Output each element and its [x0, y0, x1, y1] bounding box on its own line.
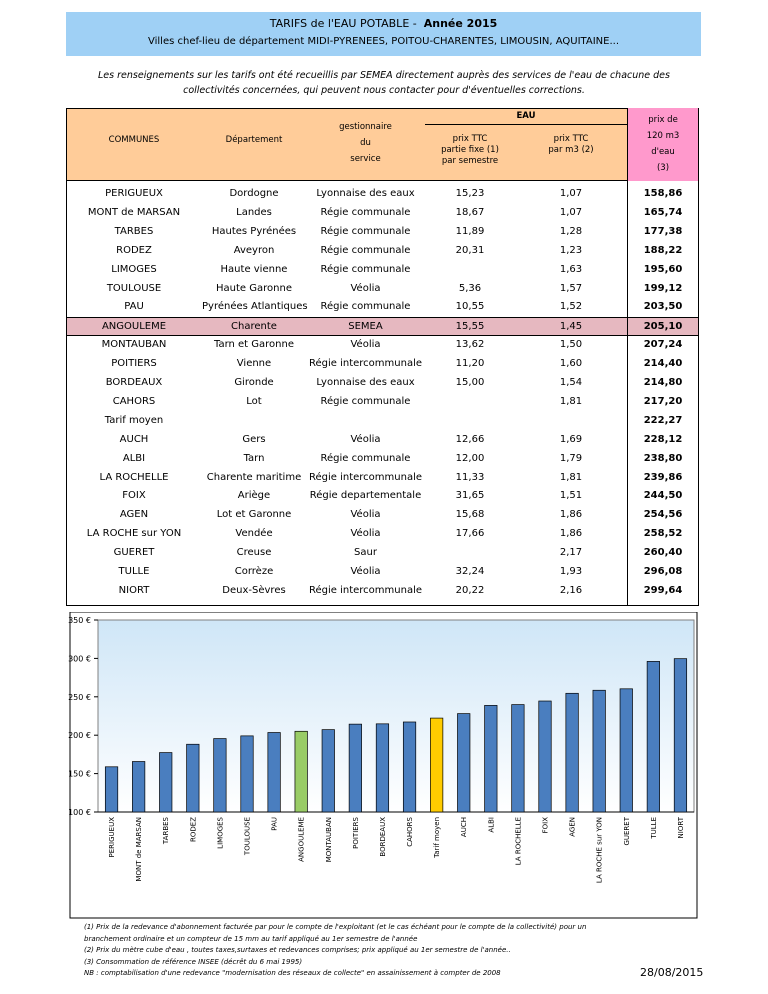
cell-commune: POITIERS: [111, 358, 157, 370]
cell-gest: Véolia: [350, 509, 381, 521]
cell-gest: Véolia: [350, 528, 381, 540]
intro-text: Les renseignements sur les tarifs ont été recueillis par SEMEA directement auprès des services de l'eau de chacune des collectivités concernées, qui peuvent nous contacter pour d'éventuelles corrections.: [98, 70, 670, 96]
cell-commune: LIMOGES: [111, 263, 157, 275]
cell-fixe: 11,20: [455, 358, 485, 370]
document-subtitle: Villes chef-lieu de département MIDI-PYRENEES, POITOU-CHARENTES, LIMOUSIN, AQUITAINE...: [147, 36, 620, 47]
x-tick-label: POITIERS: [351, 817, 360, 849]
cell-dept: Tarn: [243, 452, 265, 464]
bar: [403, 722, 415, 812]
footnote: NB : comptabilisation d'une redevance "modernisation des réseaux de collecte" en assainissement à compter de 2008: [84, 969, 501, 977]
table-row: [66, 506, 699, 525]
table-row: [66, 469, 699, 488]
cell-commune: ANGOULEME: [101, 321, 167, 333]
cell-m3: 1,57: [559, 282, 583, 294]
table-row: [66, 393, 699, 412]
cell-prix: 254,56: [643, 509, 683, 521]
x-tick-label: MONTAUBAN: [324, 817, 333, 863]
cell-commune: RODEZ: [116, 244, 152, 256]
x-tick-label: TULLE: [649, 817, 658, 839]
cell-fixe: 20,22: [455, 584, 485, 596]
cell-prix: 244,50: [643, 490, 683, 502]
x-tick-label: ANGOULEME: [297, 817, 306, 862]
cell-prix: 199,12: [643, 282, 683, 294]
bar: [159, 753, 171, 812]
bar: [187, 744, 199, 812]
table-row: [66, 298, 699, 317]
cell-m3: 1,81: [559, 395, 583, 407]
bar: [457, 714, 469, 812]
cell-dept: Gers: [242, 433, 266, 445]
bar: [485, 705, 497, 812]
cell-m3: 1,63: [559, 263, 583, 275]
cell-prix: 207,24: [643, 339, 683, 351]
cell-gest: Véolia: [350, 339, 381, 351]
x-tick-label: LA ROCHELLE: [514, 817, 523, 866]
cell-fixe: 10,55: [455, 301, 485, 313]
bar: [322, 730, 334, 812]
x-tick-label: GUERET: [622, 817, 631, 846]
x-tick-label: FOIX: [541, 817, 550, 834]
cell-commune: GUERET: [113, 547, 155, 559]
header-communes: COMMUNES: [108, 135, 160, 145]
table-row: [66, 261, 699, 280]
header-m3: prix TTC par m3 (2): [548, 134, 594, 155]
footnote: (1) Prix de la redevance d'abonnement facturée par pour le compte de l'exploitant (et le cas échéant pour le compte de la collectivité) pour un: [84, 923, 587, 931]
cell-m3: 1,45: [559, 321, 583, 333]
cell-dept: Dordogne: [229, 188, 279, 199]
bar: [214, 739, 226, 812]
table-row: [66, 544, 699, 563]
cell-commune: AGEN: [119, 509, 149, 521]
cell-prix: 217,20: [643, 395, 683, 407]
table-row: [66, 223, 699, 242]
cell-fixe: 12,00: [455, 452, 485, 464]
cell-gest: Régie communale: [320, 452, 411, 464]
x-tick-label: AGEN: [568, 817, 577, 837]
cell-gest: Véolia: [350, 282, 381, 294]
bar: [349, 724, 361, 812]
bar: [539, 701, 551, 812]
cell-fixe: 15,00: [455, 377, 485, 388]
cell-m3: 1,86: [559, 509, 583, 521]
cell-dept: Lot et Garonne: [216, 509, 292, 521]
cell-gest: Véolia: [350, 566, 381, 577]
table-row: [66, 431, 699, 450]
table-row: [66, 582, 699, 601]
footnotes: [84, 922, 586, 980]
cell-fixe: 18,67: [455, 206, 485, 218]
bar: [512, 705, 524, 812]
x-tick-label: PERIGUEUX: [108, 817, 117, 858]
cell-prix: 177,38: [643, 225, 683, 237]
cell-fixe: 32,24: [455, 566, 485, 577]
cell-commune: AUCH: [119, 433, 149, 445]
header-eau: EAU: [516, 111, 536, 121]
cell-prix: 228,12: [643, 433, 683, 445]
x-tick-label: ALBI: [487, 817, 496, 833]
cell-commune: NIORT: [118, 584, 150, 596]
cell-dept: Landes: [236, 206, 272, 218]
cell-commune: CAHORS: [112, 395, 156, 407]
y-tick-label: 250 €: [68, 692, 91, 702]
cell-commune: LA ROCHE sur YON: [86, 528, 182, 540]
bar: [566, 693, 578, 812]
cell-prix: 238,80: [643, 452, 683, 464]
cell-prix: 205,10: [643, 321, 683, 333]
cell-dept: Aveyron: [233, 244, 275, 256]
x-tick-label: LIMOGES: [216, 817, 225, 849]
cell-commune: BORDEAUX: [105, 377, 163, 388]
cell-prix: 222,27: [643, 414, 683, 426]
cell-dept: Haute vienne: [220, 263, 288, 275]
x-tick-label: TOULOUSE: [243, 817, 252, 856]
cell-prix: 260,40: [643, 547, 683, 559]
cell-prix: 214,80: [643, 377, 683, 388]
table-row: [66, 563, 699, 582]
bar: [132, 762, 144, 812]
table-row: [66, 450, 699, 469]
bar: [674, 659, 686, 812]
cell-prix: 239,86: [643, 471, 683, 483]
cell-prix: 214,40: [643, 358, 683, 370]
cell-m3: 1,52: [559, 301, 583, 313]
cell-m3: 1,51: [559, 490, 583, 502]
bar: [241, 736, 253, 812]
cell-m3: 1,69: [559, 433, 583, 445]
cell-dept: Lot: [246, 395, 262, 407]
cell-commune: TOULOUSE: [106, 282, 162, 294]
cell-commune: FOIX: [122, 490, 146, 502]
x-tick-label: BORDEAUX: [378, 817, 387, 857]
cell-m3: 1,07: [559, 188, 583, 199]
cell-prix: 195,60: [643, 263, 683, 275]
table-row: [66, 525, 699, 544]
cell-dept: Ariège: [237, 490, 271, 502]
cell-dept: Pyrénées Atlantiques: [202, 301, 308, 313]
cell-dept: Corrèze: [234, 566, 274, 577]
cell-fixe: 13,62: [455, 339, 485, 351]
cell-gest: Régie intercommunale: [308, 584, 423, 596]
footnote: (3) Consommation de référence INSEE (décrêt du 6 mai 1995): [84, 957, 303, 966]
cell-m3: 1,86: [559, 528, 583, 540]
cell-m3: 1,60: [559, 358, 583, 370]
cell-dept: Charente: [231, 321, 277, 333]
header-fixe: prix TTC partie fixe (1) par semestre: [441, 134, 499, 166]
header-departement: Département: [225, 135, 283, 145]
x-tick-label: Tarif moyen: [433, 817, 442, 858]
table-row: [66, 336, 699, 355]
cell-fixe: 15,23: [455, 188, 485, 199]
y-tick-label: 100 €: [68, 808, 91, 817]
table-row: [66, 355, 699, 374]
cell-dept: Haute Garonne: [216, 282, 292, 294]
cell-gest: Véolia: [350, 433, 381, 445]
table-row: [66, 242, 699, 261]
bar: [430, 718, 442, 812]
table-row: [66, 185, 699, 204]
cell-commune: Tarif moyen: [104, 414, 164, 426]
cell-m3: 1,50: [559, 339, 583, 351]
cell-gest: Lyonnaise des eaux: [316, 188, 415, 199]
footnote: (2) Prix du mètre cube d'eau , toutes taxes,surtaxes et redevances comprises; prix appliqué au 1er semestre de l'année..: [84, 946, 511, 954]
cell-gest: Saur: [354, 547, 377, 559]
cell-m3: 2,17: [559, 547, 583, 559]
cell-gest: SEMEA: [348, 321, 383, 333]
x-tick-label: MONT de MARSAN: [135, 817, 144, 882]
cell-gest: Régie communale: [320, 244, 411, 256]
cell-commune: PERIGUEUX: [105, 188, 163, 199]
cell-prix: 188,22: [643, 244, 683, 256]
price-bar-chart: [0, 612, 768, 922]
cell-prix: 296,08: [643, 566, 683, 577]
x-tick-label: PAU: [270, 817, 279, 831]
x-tick-label: LA ROCHE sur YON: [595, 817, 604, 884]
cell-prix: 165,74: [643, 206, 683, 218]
bar: [295, 731, 307, 812]
document-title: TARIFS de l'EAU POTABLE - Année 2015: [269, 17, 498, 30]
cell-prix: 158,86: [643, 188, 683, 199]
cell-commune: ALBI: [122, 452, 146, 464]
cell-m3: 1,28: [559, 225, 583, 237]
table-row: [66, 280, 699, 299]
cell-commune: LA ROCHELLE: [99, 471, 169, 483]
cell-dept: Creuse: [236, 547, 272, 559]
cell-gest: Régie communale: [320, 301, 411, 313]
cell-gest: Régie communale: [320, 263, 411, 275]
cell-gest: Régie departementale: [309, 490, 422, 502]
y-tick-label: 200 €: [68, 731, 91, 741]
document-header: [66, 12, 701, 56]
cell-m3: 2,16: [559, 584, 583, 596]
cell-prix: 258,52: [643, 528, 683, 540]
table-row: [66, 487, 699, 506]
cell-dept: Hautes Pyrénées: [211, 225, 297, 237]
cell-gest: Lyonnaise des eaux: [316, 377, 415, 388]
bar: [105, 767, 117, 812]
x-tick-label: NIORT: [676, 817, 685, 839]
cell-dept: Vendée: [235, 528, 273, 540]
y-tick-label: 300 €: [68, 654, 91, 664]
table-row: [66, 317, 699, 336]
cell-m3: 1,07: [559, 206, 583, 218]
cell-dept: Gironde: [234, 377, 274, 388]
cell-commune: TULLE: [118, 566, 150, 577]
cell-dept: Tarn et Garonne: [214, 339, 294, 351]
bar: [593, 690, 605, 812]
cell-gest: Régie intercommunale: [308, 358, 423, 370]
cell-fixe: 20,31: [455, 244, 485, 256]
cell-fixe: 17,66: [455, 528, 485, 540]
cell-fixe: 11,89: [455, 225, 485, 237]
bar: [376, 724, 388, 812]
cell-fixe: 11,33: [455, 471, 485, 483]
cell-fixe: 15,55: [455, 321, 485, 333]
cell-commune: MONTAUBAN: [101, 339, 167, 351]
table-row: [66, 374, 699, 393]
table-row: [66, 412, 699, 431]
cell-fixe: 12,66: [455, 433, 485, 445]
cell-gest: Régie communale: [320, 225, 411, 237]
cell-gest: Régie intercommunale: [308, 471, 423, 483]
cell-m3: 1,81: [559, 471, 583, 483]
cell-fixe: 5,36: [458, 282, 482, 294]
footnote: branchement ordinaire et un compteur de 15 mm au tarif appliqué au 1er semestre de l'année: [84, 934, 418, 943]
y-tick-label: 350 €: [68, 616, 91, 625]
cell-gest: Régie communale: [320, 395, 411, 407]
cell-dept: Vienne: [236, 358, 272, 370]
cell-fixe: 31,65: [455, 490, 485, 502]
cell-dept: Deux-Sèvres: [222, 584, 286, 596]
cell-fixe: 15,68: [455, 509, 485, 521]
table-row: [66, 204, 699, 223]
header-gestionnaire: gestionnaire du service: [339, 122, 392, 164]
cell-prix: 299,64: [643, 584, 683, 596]
x-tick-label: TARBES: [162, 817, 171, 845]
x-tick-label: AUCH: [460, 817, 469, 838]
cell-gest: Régie communale: [320, 206, 411, 218]
cell-prix: 203,50: [643, 301, 683, 313]
bar: [647, 661, 659, 812]
cell-m3: 1,54: [559, 377, 583, 388]
tariff-table: [66, 108, 699, 606]
x-tick-label: CAHORS: [406, 817, 415, 847]
cell-commune: PAU: [124, 301, 144, 313]
cell-m3: 1,93: [559, 566, 583, 577]
header-prix: prix de 120 m3 d'eau (3): [646, 115, 680, 173]
bar: [620, 689, 632, 812]
cell-commune: MONT de MARSAN: [87, 206, 181, 218]
cell-dept: Charente maritime: [206, 471, 302, 483]
cell-m3: 1,79: [559, 452, 583, 464]
bar: [268, 733, 280, 812]
document-date: 28/08/2015: [640, 966, 704, 979]
x-tick-label: RODEZ: [189, 817, 198, 842]
cell-commune: TARBES: [114, 225, 154, 237]
cell-m3: 1,23: [559, 244, 583, 256]
y-tick-label: 150 €: [68, 769, 91, 779]
